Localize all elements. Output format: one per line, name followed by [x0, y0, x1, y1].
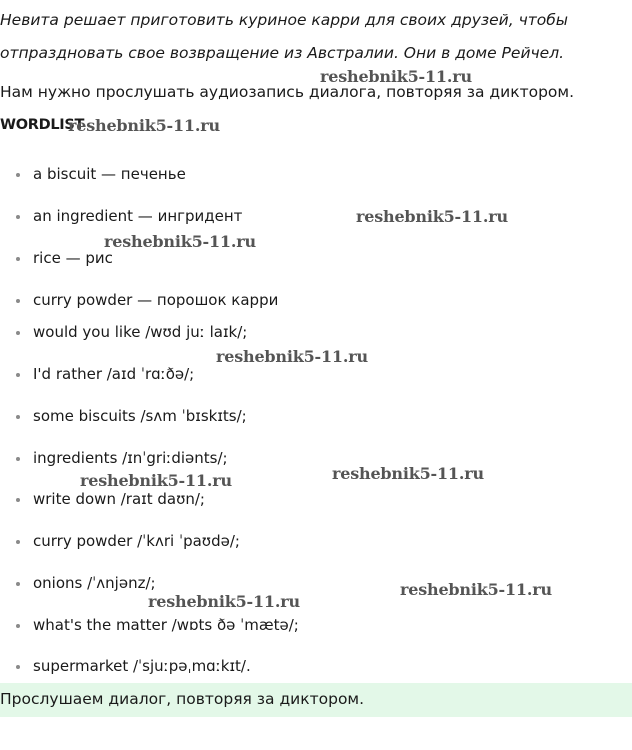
list-item-text: write down /raɪt daʊn/;	[33, 490, 205, 508]
footer-instruction-text: Прослушаем диалог, повторяя за диктором.	[0, 690, 365, 708]
watermark: reshebnik5-11.ru	[148, 592, 300, 611]
watermark: reshebnik5-11.ru	[332, 464, 484, 483]
intro-line-2: отпраздновать свое возвращение из Австралии. Они в доме Рейчел.	[0, 44, 565, 62]
bullet-icon	[16, 173, 20, 177]
list-item-text: some biscuits /sʌm ˈbɪskɪts/;	[33, 407, 247, 425]
bullet-icon	[16, 415, 20, 419]
list-item-text: curry powder /ˈkʌri ˈpaʊdə/;	[33, 532, 240, 550]
watermark: reshebnik5-11.ru	[320, 67, 472, 86]
watermark: reshebnik5-11.ru	[104, 232, 256, 251]
list-item-text: rice — рис	[33, 249, 113, 267]
bullet-icon	[16, 624, 20, 628]
bullet-icon	[16, 457, 20, 461]
bullet-icon	[16, 498, 20, 502]
task-instruction: Нам нужно прослушать аудиозапись диалога, повторяя за диктором.	[0, 83, 575, 101]
bullet-icon	[16, 257, 20, 261]
bullet-icon	[16, 665, 20, 669]
watermark: reshebnik5-11.ru	[400, 580, 552, 599]
list-item-text: what's the matter /wɒts ðə ˈmætə/;	[33, 616, 299, 634]
bullet-icon	[16, 540, 20, 544]
bullet-icon	[16, 331, 20, 335]
intro-paragraph	[0, 4, 632, 70]
bullet-icon	[16, 373, 20, 377]
list-item-text: ingredients /ɪnˈgriːdiənts/;	[33, 449, 228, 467]
footer-instruction-bar	[0, 683, 632, 717]
intro-line-1: Невита решает приготовить куриное карри для своих друзей, чтобы	[0, 11, 569, 29]
wordlist-heading: WORDLIST	[0, 117, 85, 133]
list-item-text: I'd rather /aɪd ˈrɑːðə/;	[33, 365, 195, 383]
watermark: reshebnik5-11.ru	[216, 347, 368, 366]
list-item-text: onions /ˈʌnjənz/;	[33, 574, 156, 592]
bullet-icon	[16, 299, 20, 303]
list-item-text: curry powder — порошок карри	[33, 291, 279, 309]
list-item-text: supermarket /ˈsjuːpəˌmɑːkɪt/.	[33, 657, 251, 675]
list-item-text: an ingredient — ингридент	[33, 207, 243, 225]
bullet-icon	[16, 582, 20, 586]
watermark: reshebnik5-11.ru	[356, 207, 508, 226]
bullet-icon	[16, 215, 20, 219]
list-item-text: would you like /wʊd juː laɪk/;	[33, 323, 248, 341]
watermark: reshebnik5-11.ru	[80, 471, 232, 490]
watermark: reshebnik5-11.ru	[68, 116, 220, 135]
list-item-text: a biscuit — печенье	[33, 165, 186, 183]
